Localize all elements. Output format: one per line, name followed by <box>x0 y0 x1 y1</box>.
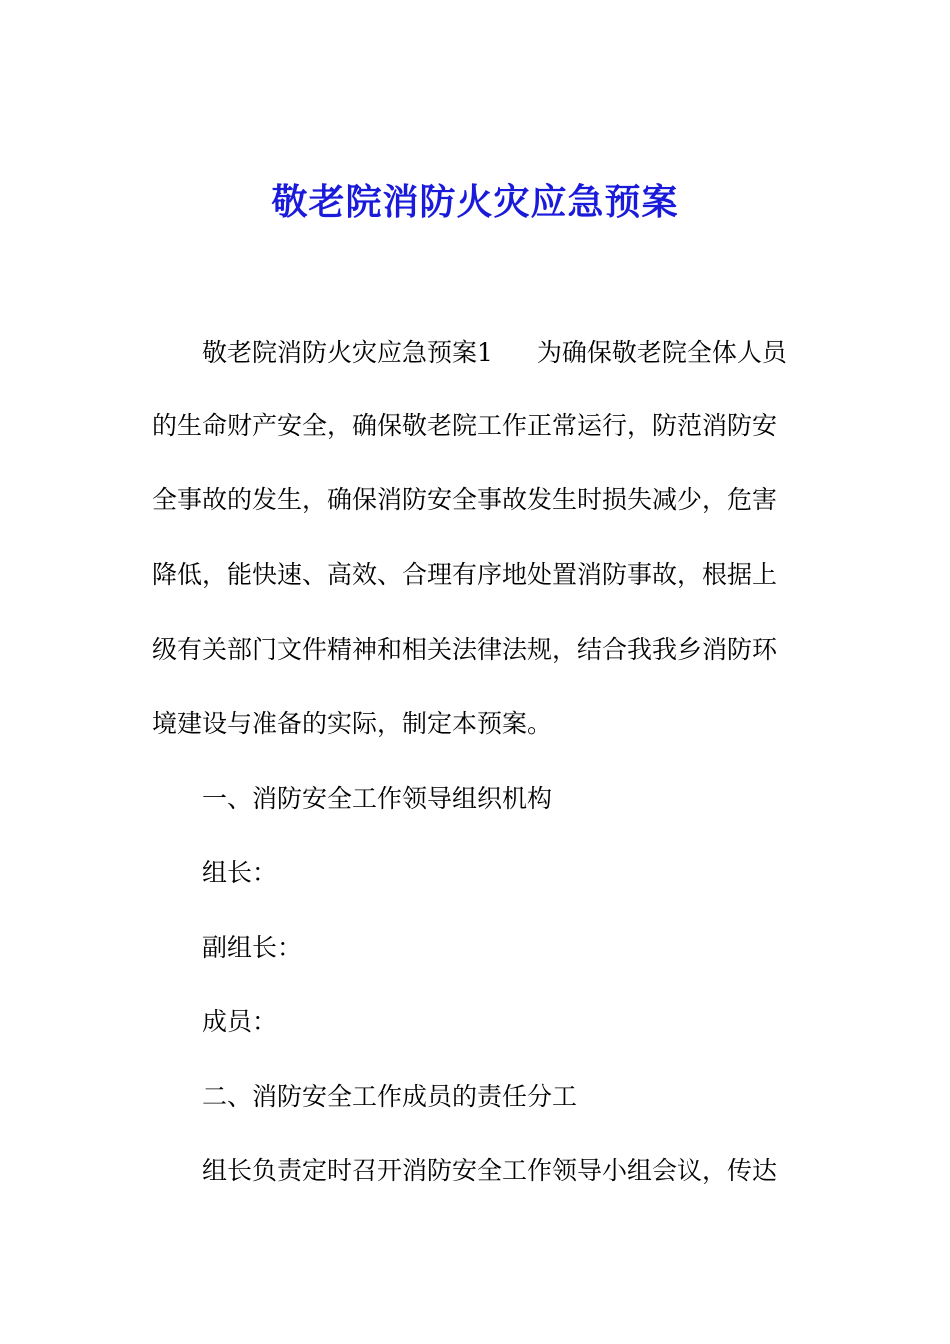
body-line: 组长负责定时召开消防安全工作领导小组会议，传达 <box>202 1156 778 1185</box>
vice-leader-label: 副组长： <box>202 933 303 962</box>
body-line: 境建设与准备的实际，制定本预案。 <box>152 709 553 738</box>
section-heading-1: 一、消防安全工作领导组织机构 <box>202 784 553 813</box>
members-label: 成员： <box>202 1007 278 1036</box>
document-title: 敬老院消防火灾应急预案 <box>271 181 679 223</box>
intro-heading: 敬老院消防火灾应急预案1 <box>202 338 493 367</box>
body-line: 为确保敬老院全体人员 <box>536 338 787 367</box>
body-line: 降低，能快速、高效、合理有序地处置消防事故，根据上 <box>152 560 778 589</box>
body-line: 全事故的发生，确保消防安全事故发生时损失减少，危害 <box>152 485 778 514</box>
body-line: 的生命财产安全，确保敬老院工作正常运行，防范消防安 <box>152 411 778 440</box>
section-heading-2: 二、消防安全工作成员的责任分工 <box>202 1082 578 1111</box>
leader-label: 组长： <box>202 858 278 887</box>
body-line: 级有关部门文件精神和相关法律法规，结合我我乡消防环 <box>152 635 778 664</box>
intro-paragraph-line-1 <box>202 333 862 373</box>
